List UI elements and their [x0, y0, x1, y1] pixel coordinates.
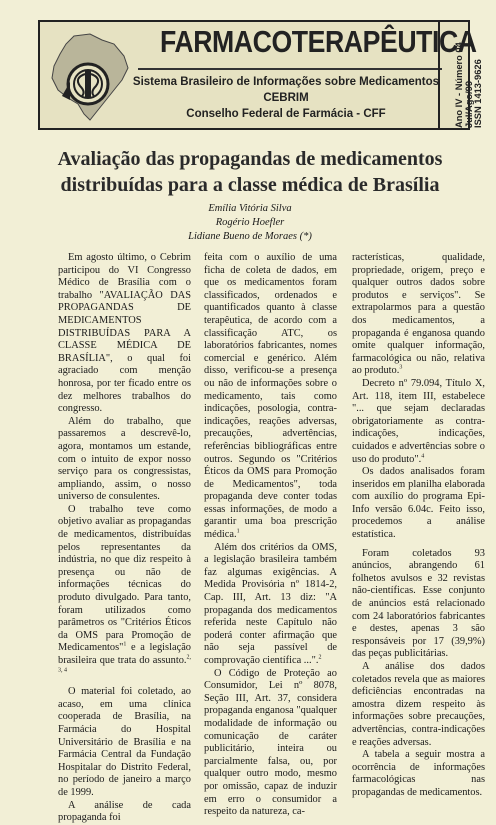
footnote-ref: 1	[236, 528, 240, 535]
footnote-ref: 1	[123, 641, 127, 648]
masthead	[38, 20, 483, 130]
article-authors	[40, 202, 460, 244]
paragraph-text: racterísticas, qualidade, propriedade, origem, preço e qualquer outros dados sobre produtos e serviços". Se extrapolarmos para a questão dos medicamentos, a propaganda é enganosa quando omite qualquer informação, farmacológica ou não, relativa ao produto.	[352, 252, 485, 377]
brand-subtitles	[130, 74, 442, 122]
text-column-3	[352, 252, 485, 800]
author-name: Rogério Hoefler	[215, 217, 285, 228]
paragraph	[204, 252, 337, 542]
footnote-ref: 2	[318, 654, 322, 661]
brand-divider	[138, 68, 442, 70]
issue-info	[455, 22, 485, 128]
footnote-ref: 4	[421, 453, 425, 460]
brand-line-cff: Conselho Federal de Farmácia - CFF	[186, 108, 386, 120]
paragraph	[352, 378, 485, 466]
paragraph-text: feita com o auxílio de uma ficha de coleta de dados, em que os medicamentos foram classificados, ordenados e quantificados quanto à classe terapêutica, de acordo com a classificação ATC, os laboratórios fabricantes, nomes comercial e genérico. Além disso, verificou-se a presença ou não de informações sobre o medicamento, tais como indicações, posologia, contra-indicações, reações adversas, precauções, advertências, referências bibliográficas entre outros. Segundo os "Critérios Éticos da OMS para Promoção de Medicamentos", toda propaganda deve conter todas essas informações, de modo a garantir uma boa prescrição médica.	[204, 252, 337, 541]
paragraph	[58, 504, 191, 680]
brand-line-sismed: Sistema Brasileiro de Informações sobre Medicamentos	[132, 76, 440, 88]
paragraph: Além do trabalho, que passaremos a descrevê-lo, agora, montamos um estande, com o intuito de expor nosso serviço para os congressistas, ampliando, assim, o nosso universo de consulentes.	[58, 415, 191, 503]
paragraph-text: Decreto nº 79.094, Título X, Art. 118, item III, estabelece "... que sejam declaradas obrigatoriamente as contra-indicações, indicações, cuidados e advertências sobre o uso do produto".	[352, 377, 485, 465]
text-column-2	[204, 252, 337, 819]
issue-year-number: Ano IV - Número 04	[454, 42, 464, 128]
paragraph: O material foi coletado, ao acaso, em uma clínica cooperada de Brasília, na Farmácia do Hospital Universitário de Brasília e na Farmácia Central da Fundação Hospitalar do Distrito Federal, no período de janeiro a março de 1999.	[58, 686, 191, 798]
article-title	[40, 146, 460, 198]
paragraph: A tabela a seguir mostra a ocorrência de informações farmacológicas nas propagandas de medicamentos.	[352, 749, 485, 798]
paragraph-text: O trabalho teve como objetivo avaliar as propagandas de medicamentos, distribuídas pelos representantes da indústria, no que diz respeito à presença ou não de informações técnicas do produto divulgado. Para tanto, foram utilizados como parâmetros os "Critérios Éticos da OMS para Promoção de Medicamentos"	[58, 503, 191, 654]
paragraph: Os dados analisados foram inseridos em planilha elaborada com auxílio do programa Epi-Info versão 6.04c. Feito isso, procedemos a análise estatística.	[352, 466, 485, 541]
issue-issn: ISSN 1413-9626	[473, 59, 483, 128]
author-name: Lidiane Bueno de Moraes (*)	[188, 231, 312, 242]
paragraph	[204, 542, 337, 668]
issue-info-box	[438, 22, 483, 128]
brand-line-cebrim: CEBRIM	[263, 92, 309, 104]
brand-title: FARMACOTERAPÊUTICA	[160, 24, 477, 59]
footnote-ref: 3	[399, 364, 403, 371]
paragraph: A análise de cada propaganda foi	[58, 799, 191, 824]
brazil-map-logo	[44, 30, 132, 126]
text-column-1	[58, 252, 191, 825]
paragraph-text: Além dos critérios da OMS, a legislação brasileira também faz algumas exigências. A Medida Provisória nº 1814-2, Cap. III, Art. 13 diz: "A propaganda dos medicamentos referida neste Capítulo não poderá conter afirmação que não seja passível de comprovação científica ...".	[204, 541, 337, 666]
article-title-line2: distribuídas para a classe médica de Brasília	[60, 174, 440, 196]
paragraph: Foram coletados 93 anúncios, abrangendo 61 folhetos avulsos e 32 revistas não-científicas. Esse conjunto de anúncios está relacionado com 24 laboratórios fabricantes e destes, apenas 3 são responsáveis por 17 (39,9%) das peças publicitárias.	[352, 547, 485, 660]
issue-months: Jul/Ago/99	[463, 80, 474, 128]
paragraph-text: e a legislação brasileira que trata do assunto.	[58, 642, 191, 666]
paragraph	[352, 252, 485, 378]
paragraph: Em agosto último, o Cebrim participou do VI Congresso Médico de Brasília com o trabalho "AVALIAÇÃO DAS PROPAGANDAS DE MEDICAMENTOS DISTRIBUÍDAS PARA A CLASSE MÉDICA DE BRASÍLIA", o qual foi agraciado com menção honrosa, por ter ficado entre os dez melhores trabalhos do congresso.	[58, 252, 191, 415]
article-title-line1: Avaliação das propagandas de medicamentos	[57, 148, 443, 170]
author-name: Emília Vitória Silva	[208, 203, 292, 214]
paragraph: A análise dos dados coletados revela que as maiores deficiências encontradas na amostra dizem respeito às informações sobre precauções, advertências, contra-indicações e reações adversas.	[352, 661, 485, 748]
paragraph: O Código de Proteção ao Consumidor, Lei nº 8078, Seção III, Art. 37, considera propaganda enganosa "qualquer modalidade de informação ou comunicação de caráter publicitário, inteira ou parcialmente falsa, ou, por qualquer outro modo, mesmo por omissão, capaz de induzir em erro o consumidor a respeito da natureza, ca-	[204, 667, 337, 818]
footnote-ref: 2, 3, 4	[58, 654, 191, 674]
